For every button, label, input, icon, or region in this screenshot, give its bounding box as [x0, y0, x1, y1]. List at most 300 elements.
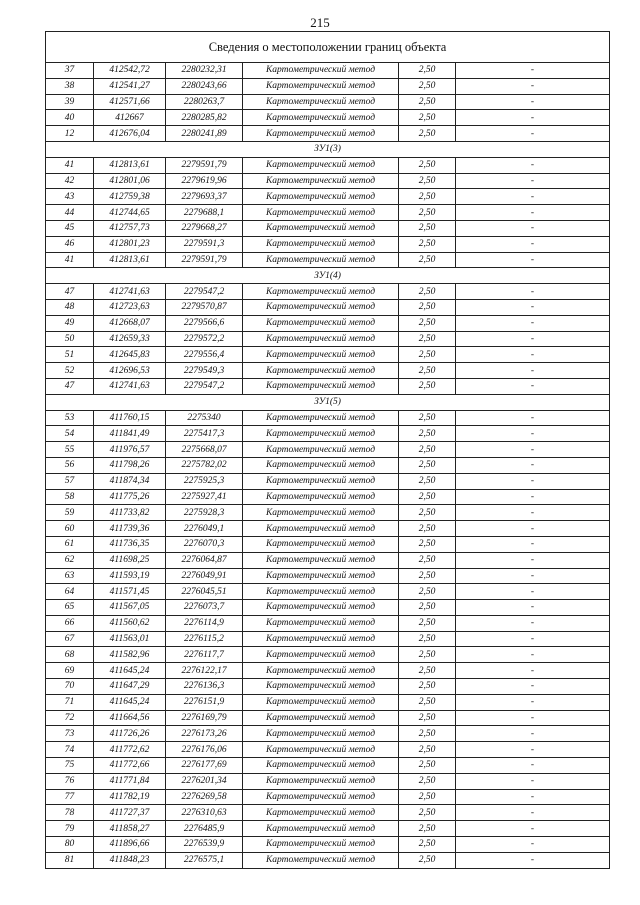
table-row: [46, 220, 610, 236]
table-row: [46, 410, 610, 426]
method-cell: Картометрический метод: [243, 568, 399, 584]
y-coordinate-cell: 2276115,2: [166, 631, 243, 647]
y-coordinate-cell: 2276201,34: [166, 773, 243, 789]
x-coordinate-cell: 412696,53: [94, 363, 166, 379]
table-row: [46, 710, 610, 726]
x-coordinate-cell: 412542,72: [94, 63, 166, 79]
note-cell: -: [456, 615, 610, 631]
table-row: [46, 299, 610, 315]
note-cell: -: [456, 426, 610, 442]
accuracy-cell: 2,50: [399, 331, 456, 347]
method-cell: Картометрический метод: [243, 789, 399, 805]
point-number-cell: 60: [46, 521, 94, 537]
accuracy-cell: 2,50: [399, 773, 456, 789]
section-label: ЗУ1(5): [46, 394, 610, 410]
point-number-cell: 51: [46, 347, 94, 363]
table-row: [46, 647, 610, 663]
point-number-cell: 74: [46, 742, 94, 758]
method-cell: Картометрический метод: [243, 837, 399, 853]
y-coordinate-cell: 2276049,91: [166, 568, 243, 584]
note-cell: -: [456, 489, 610, 505]
method-cell: Картометрический метод: [243, 742, 399, 758]
note-cell: -: [456, 252, 610, 268]
method-cell: Картометрический метод: [243, 78, 399, 94]
accuracy-cell: 2,50: [399, 758, 456, 774]
y-coordinate-cell: 2275927,41: [166, 489, 243, 505]
x-coordinate-cell: 411775,26: [94, 489, 166, 505]
note-cell: -: [456, 710, 610, 726]
x-coordinate-cell: 412645,83: [94, 347, 166, 363]
point-number-cell: 54: [46, 426, 94, 442]
x-coordinate-cell: 411858,27: [94, 821, 166, 837]
accuracy-cell: 2,50: [399, 679, 456, 695]
point-number-cell: 41: [46, 157, 94, 173]
table-row: [46, 426, 610, 442]
note-cell: -: [456, 299, 610, 315]
method-cell: Картометрический метод: [243, 584, 399, 600]
method-cell: Картометрический метод: [243, 489, 399, 505]
point-number-cell: 12: [46, 126, 94, 142]
note-cell: -: [456, 110, 610, 126]
method-cell: Картометрический метод: [243, 110, 399, 126]
note-cell: -: [456, 94, 610, 110]
point-number-cell: 65: [46, 600, 94, 616]
method-cell: Картометрический метод: [243, 94, 399, 110]
note-cell: -: [456, 378, 610, 394]
y-coordinate-cell: 2276073,7: [166, 600, 243, 616]
accuracy-cell: 2,50: [399, 205, 456, 221]
note-cell: -: [456, 457, 610, 473]
x-coordinate-cell: 411896,66: [94, 837, 166, 853]
note-cell: -: [456, 758, 610, 774]
accuracy-cell: 2,50: [399, 489, 456, 505]
y-coordinate-cell: 2279549,3: [166, 363, 243, 379]
section-row: [46, 268, 610, 284]
method-cell: Картометрический метод: [243, 694, 399, 710]
accuracy-cell: 2,50: [399, 852, 456, 868]
x-coordinate-cell: 411736,35: [94, 536, 166, 552]
method-cell: Картометрический метод: [243, 157, 399, 173]
point-number-cell: 43: [46, 189, 94, 205]
note-cell: -: [456, 600, 610, 616]
x-coordinate-cell: 412668,07: [94, 315, 166, 331]
method-cell: Картометрический метод: [243, 442, 399, 458]
method-cell: Картометрический метод: [243, 647, 399, 663]
point-number-cell: 46: [46, 236, 94, 252]
y-coordinate-cell: 2276177,69: [166, 758, 243, 774]
accuracy-cell: 2,50: [399, 805, 456, 821]
table-title-row: [46, 32, 610, 63]
note-cell: -: [456, 363, 610, 379]
method-cell: Картометрический метод: [243, 852, 399, 868]
table-row: [46, 63, 610, 79]
point-number-cell: 52: [46, 363, 94, 379]
method-cell: Картометрический метод: [243, 521, 399, 537]
note-cell: -: [456, 552, 610, 568]
point-number-cell: 50: [46, 331, 94, 347]
x-coordinate-cell: 411664,56: [94, 710, 166, 726]
y-coordinate-cell: 2276151,9: [166, 694, 243, 710]
point-number-cell: 63: [46, 568, 94, 584]
x-coordinate-cell: 411582,96: [94, 647, 166, 663]
table-row: [46, 758, 610, 774]
table-row: [46, 631, 610, 647]
x-coordinate-cell: 411739,36: [94, 521, 166, 537]
point-number-cell: 71: [46, 694, 94, 710]
accuracy-cell: 2,50: [399, 789, 456, 805]
method-cell: Картометрический метод: [243, 726, 399, 742]
x-coordinate-cell: 412741,63: [94, 284, 166, 300]
method-cell: Картометрический метод: [243, 284, 399, 300]
accuracy-cell: 2,50: [399, 410, 456, 426]
note-cell: -: [456, 679, 610, 695]
method-cell: Картометрический метод: [243, 426, 399, 442]
accuracy-cell: 2,50: [399, 742, 456, 758]
note-cell: -: [456, 821, 610, 837]
y-coordinate-cell: 2279591,79: [166, 157, 243, 173]
method-cell: Картометрический метод: [243, 505, 399, 521]
section-label: ЗУ1(4): [46, 268, 610, 284]
x-coordinate-cell: 411567,05: [94, 600, 166, 616]
accuracy-cell: 2,50: [399, 426, 456, 442]
note-cell: -: [456, 726, 610, 742]
accuracy-cell: 2,50: [399, 837, 456, 853]
table-row: [46, 694, 610, 710]
table-row: [46, 347, 610, 363]
y-coordinate-cell: 2279556,4: [166, 347, 243, 363]
point-number-cell: 68: [46, 647, 94, 663]
note-cell: -: [456, 173, 610, 189]
point-number-cell: 81: [46, 852, 94, 868]
x-coordinate-cell: 412659,33: [94, 331, 166, 347]
method-cell: Картометрический метод: [243, 773, 399, 789]
y-coordinate-cell: 2276310,63: [166, 805, 243, 821]
method-cell: Картометрический метод: [243, 615, 399, 631]
accuracy-cell: 2,50: [399, 552, 456, 568]
section-label: ЗУ1(3): [46, 141, 610, 157]
note-cell: -: [456, 568, 610, 584]
accuracy-cell: 2,50: [399, 473, 456, 489]
method-cell: Картометрический метод: [243, 173, 399, 189]
y-coordinate-cell: 2279619,96: [166, 173, 243, 189]
y-coordinate-cell: 2279570,87: [166, 299, 243, 315]
x-coordinate-cell: 411698,25: [94, 552, 166, 568]
note-cell: -: [456, 694, 610, 710]
accuracy-cell: 2,50: [399, 647, 456, 663]
x-coordinate-cell: 412571,66: [94, 94, 166, 110]
table-row: [46, 236, 610, 252]
table-row: [46, 78, 610, 94]
table-row: [46, 205, 610, 221]
method-cell: Картометрический метод: [243, 205, 399, 221]
method-cell: Картометрический метод: [243, 331, 399, 347]
point-number-cell: 40: [46, 110, 94, 126]
x-coordinate-cell: 412813,61: [94, 157, 166, 173]
y-coordinate-cell: 2280263,7: [166, 94, 243, 110]
y-coordinate-cell: 2275925,3: [166, 473, 243, 489]
table-row: [46, 252, 610, 268]
point-number-cell: 56: [46, 457, 94, 473]
x-coordinate-cell: 412676,04: [94, 126, 166, 142]
accuracy-cell: 2,50: [399, 457, 456, 473]
point-number-cell: 55: [46, 442, 94, 458]
accuracy-cell: 2,50: [399, 347, 456, 363]
y-coordinate-cell: 2280285,82: [166, 110, 243, 126]
table-row: [46, 568, 610, 584]
table-row: [46, 284, 610, 300]
note-cell: -: [456, 78, 610, 94]
method-cell: Картометрический метод: [243, 315, 399, 331]
point-number-cell: 76: [46, 773, 94, 789]
note-cell: -: [456, 631, 610, 647]
y-coordinate-cell: 2280241,89: [166, 126, 243, 142]
y-coordinate-cell: 2276485,9: [166, 821, 243, 837]
y-coordinate-cell: 2279547,2: [166, 284, 243, 300]
table-row: [46, 726, 610, 742]
table-row: [46, 315, 610, 331]
y-coordinate-cell: 2279547,2: [166, 378, 243, 394]
table-row: [46, 600, 610, 616]
accuracy-cell: 2,50: [399, 584, 456, 600]
y-coordinate-cell: 2280232,31: [166, 63, 243, 79]
point-number-cell: 69: [46, 663, 94, 679]
x-coordinate-cell: 412801,06: [94, 173, 166, 189]
method-cell: Картометрический метод: [243, 252, 399, 268]
method-cell: Картометрический метод: [243, 220, 399, 236]
y-coordinate-cell: 2279572,2: [166, 331, 243, 347]
x-coordinate-cell: 411798,26: [94, 457, 166, 473]
y-coordinate-cell: 2275928,3: [166, 505, 243, 521]
note-cell: -: [456, 773, 610, 789]
y-coordinate-cell: 2276049,1: [166, 521, 243, 537]
accuracy-cell: 2,50: [399, 363, 456, 379]
x-coordinate-cell: 411560,62: [94, 615, 166, 631]
point-number-cell: 45: [46, 220, 94, 236]
x-coordinate-cell: 411874,34: [94, 473, 166, 489]
y-coordinate-cell: 2276064,87: [166, 552, 243, 568]
accuracy-cell: 2,50: [399, 252, 456, 268]
accuracy-cell: 2,50: [399, 157, 456, 173]
point-number-cell: 75: [46, 758, 94, 774]
method-cell: Картометрический метод: [243, 189, 399, 205]
point-number-cell: 64: [46, 584, 94, 600]
accuracy-cell: 2,50: [399, 631, 456, 647]
x-coordinate-cell: 411726,26: [94, 726, 166, 742]
x-coordinate-cell: 411733,82: [94, 505, 166, 521]
note-cell: -: [456, 536, 610, 552]
y-coordinate-cell: 2276136,3: [166, 679, 243, 695]
table-row: [46, 505, 610, 521]
accuracy-cell: 2,50: [399, 521, 456, 537]
table-row: [46, 679, 610, 695]
x-coordinate-cell: 411848,23: [94, 852, 166, 868]
point-number-cell: 79: [46, 821, 94, 837]
table-row: [46, 805, 610, 821]
x-coordinate-cell: 412813,61: [94, 252, 166, 268]
note-cell: -: [456, 521, 610, 537]
method-cell: Картометрический метод: [243, 236, 399, 252]
table-row: [46, 742, 610, 758]
x-coordinate-cell: 411771,84: [94, 773, 166, 789]
method-cell: Картометрический метод: [243, 63, 399, 79]
method-cell: Картометрический метод: [243, 663, 399, 679]
table-row: [46, 126, 610, 142]
y-coordinate-cell: 2276114,9: [166, 615, 243, 631]
point-number-cell: 77: [46, 789, 94, 805]
x-coordinate-cell: 411772,62: [94, 742, 166, 758]
y-coordinate-cell: 2275782,02: [166, 457, 243, 473]
section-row: [46, 141, 610, 157]
y-coordinate-cell: 2275417,3: [166, 426, 243, 442]
table-row: [46, 789, 610, 805]
x-coordinate-cell: 412723,63: [94, 299, 166, 315]
note-cell: -: [456, 805, 610, 821]
note-cell: -: [456, 647, 610, 663]
accuracy-cell: 2,50: [399, 284, 456, 300]
y-coordinate-cell: 2275340: [166, 410, 243, 426]
note-cell: -: [456, 584, 610, 600]
y-coordinate-cell: 2276045,51: [166, 584, 243, 600]
accuracy-cell: 2,50: [399, 536, 456, 552]
x-coordinate-cell: 411645,24: [94, 663, 166, 679]
y-coordinate-cell: 2279591,3: [166, 236, 243, 252]
x-coordinate-cell: 411976,57: [94, 442, 166, 458]
y-coordinate-cell: 2280243,66: [166, 78, 243, 94]
x-coordinate-cell: 411841,49: [94, 426, 166, 442]
accuracy-cell: 2,50: [399, 173, 456, 189]
x-coordinate-cell: 411571,45: [94, 584, 166, 600]
accuracy-cell: 2,50: [399, 315, 456, 331]
accuracy-cell: 2,50: [399, 726, 456, 742]
note-cell: -: [456, 473, 610, 489]
method-cell: Картометрический метод: [243, 299, 399, 315]
table-row: [46, 378, 610, 394]
x-coordinate-cell: 411772,66: [94, 758, 166, 774]
accuracy-cell: 2,50: [399, 220, 456, 236]
accuracy-cell: 2,50: [399, 442, 456, 458]
boundary-coordinates-table: [45, 31, 610, 869]
table-row: [46, 615, 610, 631]
note-cell: -: [456, 347, 610, 363]
x-coordinate-cell: 412759,38: [94, 189, 166, 205]
y-coordinate-cell: 2276070,3: [166, 536, 243, 552]
point-number-cell: 62: [46, 552, 94, 568]
method-cell: Картометрический метод: [243, 363, 399, 379]
note-cell: -: [456, 663, 610, 679]
method-cell: Картометрический метод: [243, 552, 399, 568]
table-row: [46, 363, 610, 379]
point-number-cell: 80: [46, 837, 94, 853]
point-number-cell: 42: [46, 173, 94, 189]
y-coordinate-cell: 2279693,37: [166, 189, 243, 205]
note-cell: -: [456, 852, 610, 868]
table-row: [46, 663, 610, 679]
accuracy-cell: 2,50: [399, 694, 456, 710]
accuracy-cell: 2,50: [399, 78, 456, 94]
table-row: [46, 173, 610, 189]
method-cell: Картометрический метод: [243, 457, 399, 473]
accuracy-cell: 2,50: [399, 568, 456, 584]
point-number-cell: 37: [46, 63, 94, 79]
table-row: [46, 552, 610, 568]
point-number-cell: 47: [46, 378, 94, 394]
table-body: [46, 32, 610, 869]
method-cell: Картометрический метод: [243, 378, 399, 394]
y-coordinate-cell: 2276269,58: [166, 789, 243, 805]
x-coordinate-cell: 412757,73: [94, 220, 166, 236]
accuracy-cell: 2,50: [399, 63, 456, 79]
table-row: [46, 521, 610, 537]
point-number-cell: 66: [46, 615, 94, 631]
method-cell: Картометрический метод: [243, 631, 399, 647]
table-row: [46, 837, 610, 853]
y-coordinate-cell: 2279688,1: [166, 205, 243, 221]
point-number-cell: 39: [46, 94, 94, 110]
x-coordinate-cell: 411563,01: [94, 631, 166, 647]
y-coordinate-cell: 2276117,7: [166, 647, 243, 663]
y-coordinate-cell: 2279566,6: [166, 315, 243, 331]
note-cell: -: [456, 236, 610, 252]
table-row: [46, 331, 610, 347]
method-cell: Картометрический метод: [243, 821, 399, 837]
y-coordinate-cell: 2275668,07: [166, 442, 243, 458]
point-number-cell: 48: [46, 299, 94, 315]
accuracy-cell: 2,50: [399, 189, 456, 205]
method-cell: Картометрический метод: [243, 600, 399, 616]
x-coordinate-cell: 411760,15: [94, 410, 166, 426]
table-row: [46, 457, 610, 473]
point-number-cell: 70: [46, 679, 94, 695]
method-cell: Картометрический метод: [243, 473, 399, 489]
method-cell: Картометрический метод: [243, 710, 399, 726]
accuracy-cell: 2,50: [399, 505, 456, 521]
method-cell: Картометрический метод: [243, 805, 399, 821]
accuracy-cell: 2,50: [399, 663, 456, 679]
method-cell: Картометрический метод: [243, 536, 399, 552]
point-number-cell: 59: [46, 505, 94, 521]
section-row: [46, 394, 610, 410]
point-number-cell: 47: [46, 284, 94, 300]
note-cell: -: [456, 410, 610, 426]
y-coordinate-cell: 2279668,27: [166, 220, 243, 236]
table-row: [46, 473, 610, 489]
point-number-cell: 49: [46, 315, 94, 331]
accuracy-cell: 2,50: [399, 299, 456, 315]
note-cell: -: [456, 789, 610, 805]
x-coordinate-cell: 411593,19: [94, 568, 166, 584]
point-number-cell: 78: [46, 805, 94, 821]
y-coordinate-cell: 2276173,26: [166, 726, 243, 742]
x-coordinate-cell: 411645,24: [94, 694, 166, 710]
accuracy-cell: 2,50: [399, 600, 456, 616]
note-cell: -: [456, 442, 610, 458]
x-coordinate-cell: 412744,65: [94, 205, 166, 221]
y-coordinate-cell: 2276169,79: [166, 710, 243, 726]
point-number-cell: 73: [46, 726, 94, 742]
table-row: [46, 94, 610, 110]
table-row: [46, 773, 610, 789]
accuracy-cell: 2,50: [399, 378, 456, 394]
note-cell: -: [456, 315, 610, 331]
y-coordinate-cell: 2276176,06: [166, 742, 243, 758]
table-row: [46, 584, 610, 600]
page-number: 215: [310, 15, 330, 30]
point-number-cell: 57: [46, 473, 94, 489]
note-cell: -: [456, 157, 610, 173]
accuracy-cell: 2,50: [399, 110, 456, 126]
table-row: [46, 157, 610, 173]
y-coordinate-cell: 2276539,9: [166, 837, 243, 853]
